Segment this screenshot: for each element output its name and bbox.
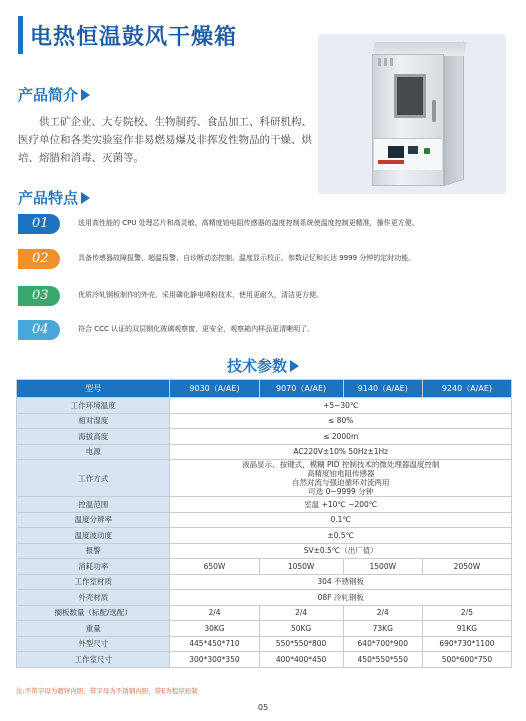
- spec-value: [170, 460, 512, 497]
- spec-value: 室温 +10℃ ~200℃: [170, 497, 512, 513]
- triangle-arrow-icon: [81, 192, 90, 204]
- spec-row: [17, 444, 512, 460]
- spec-row: [17, 429, 512, 445]
- tech-heading: [0, 355, 526, 376]
- spec-row: [17, 497, 512, 513]
- spec-value: 2/4: [259, 605, 343, 621]
- feature-item: [18, 286, 518, 308]
- spec-value: ≤ 2000m: [170, 429, 512, 445]
- spec-value: 304 不锈钢板: [170, 574, 512, 590]
- spec-label: 工作室尺寸: [17, 652, 170, 668]
- spec-label: 温度波动度: [17, 528, 170, 544]
- spec-value: 550*550*800: [259, 636, 343, 652]
- spec-header-row: [17, 380, 512, 398]
- spec-row: [17, 413, 512, 429]
- intro-text: 供工矿企业、大专院校、生物制药、食品加工、科研机构、医疗单位和各类实验室作非易燃易爆及非挥发性物品的干燥、烘培、熔腊和消毒、灭菌等。: [18, 116, 312, 164]
- triangle-arrow-icon: [290, 360, 299, 372]
- mode-line: 液晶显示、按键式，模糊 PID 控制技术的微处理器温度控制: [242, 460, 440, 469]
- features-heading: [18, 187, 90, 208]
- feature-number-badge: 04: [18, 320, 60, 340]
- feature-text: 具备传感器故障报警、超温报警、自诊断动态控制、温度显示校正、参数记忆和长达 9999 分钟的定时功能。: [78, 254, 416, 262]
- column-header: 9030（A/AE): [170, 380, 259, 398]
- spec-label: 重量: [17, 621, 170, 637]
- spec-row: [17, 605, 512, 621]
- spec-label: 工作方式: [17, 460, 170, 497]
- door-handle: [432, 100, 436, 122]
- intro-heading-label: 产品简介: [18, 86, 79, 104]
- control-panel: [374, 138, 442, 170]
- spec-value: 1050W: [259, 559, 343, 575]
- spec-value: 445*450*710: [170, 636, 259, 652]
- spec-label: 相对湿度: [17, 413, 170, 429]
- spec-value: 450*550*550: [343, 652, 422, 668]
- spec-label: 消耗功率: [17, 559, 170, 575]
- intro-heading: [18, 84, 90, 105]
- column-header: 9070（A/AE): [259, 380, 343, 398]
- page-number: 05: [257, 703, 269, 712]
- spec-label: 搁板数量（标配/选配）: [17, 605, 170, 621]
- spec-value: 400*400*450: [259, 652, 343, 668]
- spec-value: AC220V±10% 50Hz±1Hz: [170, 444, 512, 460]
- spec-value: 300*300*350: [170, 652, 259, 668]
- spec-row: [17, 574, 512, 590]
- spec-value: 2/5: [422, 605, 511, 621]
- spec-value: 2/4: [343, 605, 422, 621]
- spec-row: [17, 512, 512, 528]
- spec-label: 外壳材质: [17, 590, 170, 606]
- observation-window: [394, 74, 426, 118]
- spec-value: SV±0.5℃（出厂值）: [170, 543, 512, 559]
- feature-number-badge: 01: [18, 214, 60, 234]
- feature-item: [18, 214, 518, 236]
- spec-value: 0.1℃: [170, 512, 512, 528]
- feature-number-badge: 03: [18, 286, 60, 306]
- spec-value: 08F 冷轧钢板: [170, 590, 512, 606]
- column-header: 9140（A/AE): [343, 380, 422, 398]
- spec-row: [17, 460, 512, 497]
- mode-line: 可选 0~9999 分钟: [308, 487, 374, 496]
- product-image: [318, 34, 506, 194]
- footnote: 注:不带字母为镀锌内胆，带字母为不锈钢内胆，带E为程序控制: [16, 687, 198, 695]
- feature-text: 选用高性能的 CPU 处理芯片和高灵敏、高精度铂电阻传感器的温度控制系统使温度控制更精准，操作更方便。: [78, 219, 419, 227]
- column-header: 9240（A/AE): [422, 380, 511, 398]
- spec-row: [17, 636, 512, 652]
- drying-oven-illustration: [372, 42, 464, 190]
- spec-value: 2050W: [422, 559, 511, 575]
- title-accent-bar: [18, 16, 23, 54]
- spec-label: 海拔高度: [17, 429, 170, 445]
- spec-label: 工作环境温度: [17, 398, 170, 414]
- spec-value: 2/4: [170, 605, 259, 621]
- feature-item: [18, 320, 518, 342]
- spec-label: 外型尺寸: [17, 636, 170, 652]
- spec-value: +5~30℃: [170, 398, 512, 414]
- mode-line: 自然对流与强迫循环对流两用: [291, 478, 390, 487]
- spec-label: 报警: [17, 543, 170, 559]
- spec-value: 690*730*1100: [422, 636, 511, 652]
- spec-value: 1500W: [343, 559, 422, 575]
- spec-value: 650W: [170, 559, 259, 575]
- triangle-arrow-icon: [81, 89, 90, 101]
- spec-value: 50KG: [259, 621, 343, 637]
- spec-value: 91KG: [422, 621, 511, 637]
- spec-row: [17, 398, 512, 414]
- spec-label: 控温范围: [17, 497, 170, 513]
- page-title: 电热恒温鼓风干燥箱: [30, 25, 238, 50]
- spec-label: 工作室材质: [17, 574, 170, 590]
- spec-table: [16, 379, 512, 668]
- spec-row: [17, 559, 512, 575]
- spec-value: ±0.5℃: [170, 528, 512, 544]
- spec-label: 电源: [17, 444, 170, 460]
- spec-value: 73KG: [343, 621, 422, 637]
- spec-value: 640*700*900: [343, 636, 422, 652]
- spec-value: 500*600*750: [422, 652, 511, 668]
- feature-item: [18, 249, 518, 271]
- mode-line: 高精度铂电阻传感器: [306, 469, 375, 478]
- spec-value: 30KG: [170, 621, 259, 637]
- feature-text: 符合 CCC 认证的双层钢化玻璃观察窗，更安全，观察箱内样品更清晰明了。: [78, 325, 315, 333]
- spec-row: [17, 543, 512, 559]
- features-heading-label: 产品特点: [18, 189, 79, 207]
- spec-row: [17, 652, 512, 668]
- spec-label: 温度分辨率: [17, 512, 170, 528]
- feature-number-badge: 02: [18, 249, 60, 269]
- tech-heading-label: 技术参数: [226, 357, 287, 375]
- spec-row: [17, 528, 512, 544]
- spec-row: [17, 621, 512, 637]
- power-switch: [424, 148, 430, 154]
- spec-value: ≤ 80%: [170, 413, 512, 429]
- column-header: 型号: [17, 380, 170, 398]
- feature-text: 优质冷轧钢板制作的外壳，采用磷化静电喷粉技术，使用更耐久，清洁更方便。: [78, 291, 323, 299]
- spec-row: [17, 590, 512, 606]
